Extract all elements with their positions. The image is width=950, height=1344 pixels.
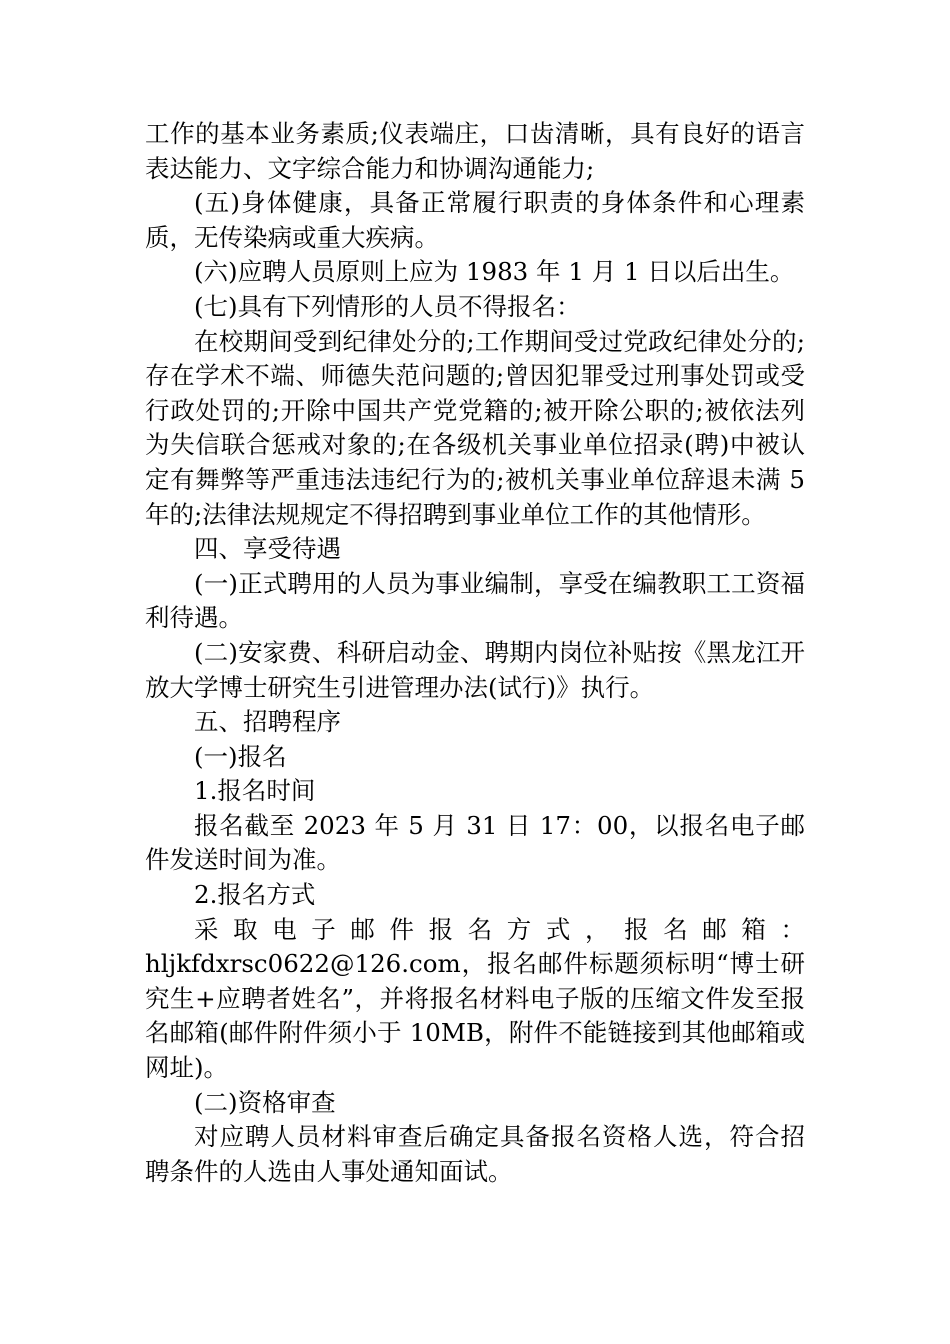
paragraph-qualification-review: 对应聘人员材料审查后确定具备报名资格人选，符合招聘条件的人选由人事处通知面试。	[145, 1122, 805, 1186]
paragraph-benefit-2: (二)安家费、科研启动金、聘期内岗位补贴按《黑龙江开放大学博士研究生引进管理办法(试行)》执行。	[145, 637, 805, 702]
document-page	[145, 117, 805, 1189]
paragraph-registration-deadline: 报名截至 2023 年 5 月 31 日 17：00，以报名电子邮件发送时间为准。	[145, 810, 805, 875]
subheading-registration: (一)报名	[194, 741, 287, 771]
paragraph-qualification-continued: 工作的基本业务素质;仪表端庄，口齿清晰，具有良好的语言表达能力、文字综合能力和协调沟通能力;	[145, 119, 805, 183]
paragraph-benefit-1: (一)正式聘用的人员为事业编制，享受在编教职工工资福利待遇。	[145, 568, 805, 633]
paragraph-item-7-heading: (七)具有下列情形的人员不得报名：	[194, 291, 581, 321]
section-heading-benefits: 四、享受待遇	[194, 534, 341, 564]
subheading-qualification-review: (二)资格审查	[194, 1087, 336, 1117]
paragraph-email-method-line1: 采取电子邮件报名方式，报名邮箱：	[194, 914, 805, 944]
paragraph-email-method-rest: hljkfdxrsc0622@126.com，报名邮件标题须标明“博士研究生+应聘者姓名”，并将报名材料电子版的压缩文件发至报名邮箱(邮件附件须小于 10MB，附件不能链接到其他邮箱或网址)。	[145, 949, 805, 1083]
paragraph-item-5-health: (五)身体健康，具备正常履行职责的身体条件和心理素质，无传染病或重大疾病。	[145, 188, 805, 252]
paragraph-item-6-birthdate: (六)应聘人员原则上应为 1983 年 1 月 1 日以后出生。	[194, 257, 795, 287]
subheading-registration-method: 2.报名方式	[194, 880, 316, 910]
subheading-registration-time: 1.报名时间	[194, 776, 316, 806]
section-heading-procedure: 五、招聘程序	[194, 707, 341, 737]
paragraph-exclusion-list: 在校期间受到纪律处分的;工作期间受过党政纪律处分的;存在学术不端、师德失范问题的;曾因犯罪受过刑事处罚或受行政处罚的;开除中国共产党党籍的;被开除公职的;被依法列为失信联合惩戒对象的;在各级机关事业单位招录(聘)中被认定有舞弊等严重违法违纪行为的;被机关事业单位辞退未满 5 年的;法律法规规定不得招聘到事业单位工作的其他情形。	[145, 326, 805, 529]
